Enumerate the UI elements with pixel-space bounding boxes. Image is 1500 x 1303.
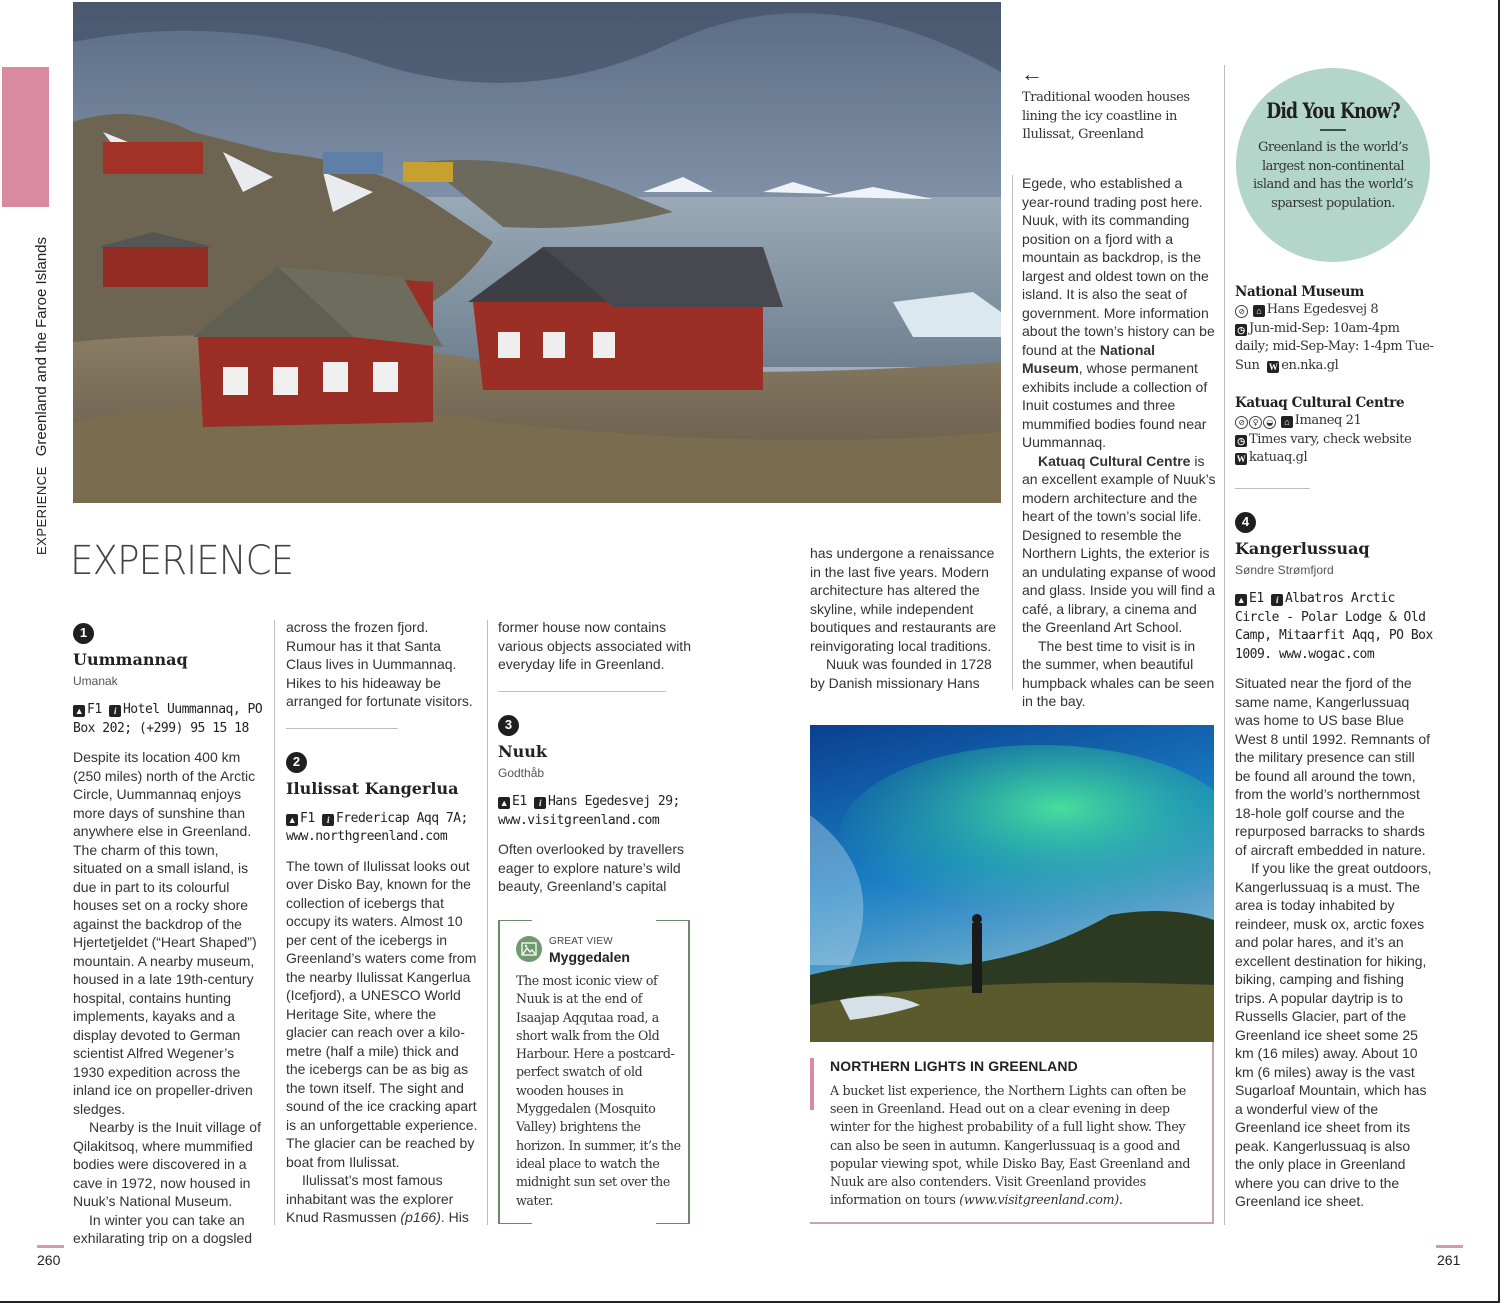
great-view-text: The most iconic view of Nuuk is at the end of Isaajap Aqqutaa road, a short walk from the Old Harbour. Here a postcard-perfect swatch of old wooden houses in Myggedalen (Mosquito Valley) brightens the horizon. In summer, it’s the ideal place to watch the midnight sun set over the water. bbox=[516, 973, 681, 1208]
address-icon: ⌂ bbox=[1253, 305, 1265, 317]
restaurant-icon: ◒ bbox=[1263, 416, 1276, 429]
listing-address: Hans Egedesvej 8 bbox=[1266, 302, 1379, 317]
listing-title: Katuaq Cultural Centre bbox=[1235, 395, 1405, 411]
ticket-icon: ⊘ bbox=[1235, 305, 1248, 318]
entry-paragraph: If you like the great outdoors, Kangerlussuaq is a must. The area is today inhabited by reindeer, musk ox, arctic foxes and polar hares, and it’s an excellent destination for hiking, biking, camping and fishing trips. A popular daytrip is to Russells Glacier, part of the Greenland ice sheet some 25 km (16 miles) away. About 10 km (6 miles) away is the vast Sugarloaf Mountain, which has a wonderful view of the Greenland ice sheet from its peak. Kangerlussuaq is also the only place in Greenland where you can drive to the Greenland ice sheet. bbox=[1235, 860, 1432, 1209]
map-reference-icon: ▲ bbox=[74, 706, 84, 716]
page-number-left: 260 bbox=[37, 1252, 61, 1268]
did-you-know-text: Greenland is the world’s largest non-continental island and has the world’s sparsest population. bbox=[1253, 140, 1413, 211]
entry-subtitle: Umanak bbox=[73, 673, 118, 688]
listing-national-museum bbox=[1235, 284, 1435, 375]
entry-ilulissat-kangerlua bbox=[286, 752, 479, 1227]
page-title: EXPERIENCE bbox=[70, 538, 294, 584]
entry-number-badge: 1 bbox=[73, 623, 94, 644]
ticket-icon: ⊘ bbox=[1235, 416, 1248, 429]
sidebar-text bbox=[830, 1082, 1208, 1209]
entry-paragraph: Nearby is the Inuit village of Qilakitsoq, where mummified bodies were discovered in a cave in 1972, now housed in Nuuk’s National Museum. bbox=[73, 1119, 261, 1209]
did-you-know-circle bbox=[1236, 68, 1430, 262]
entry-practical-info bbox=[1235, 590, 1433, 664]
info-icon: i bbox=[322, 814, 334, 826]
entry-number-badge: 4 bbox=[1235, 512, 1256, 533]
great-view-kicker: GREAT VIEW bbox=[549, 936, 613, 947]
sidebar-paragraph-end: . bbox=[1118, 1192, 1123, 1208]
map-reference: E1 bbox=[1249, 591, 1264, 606]
info-icon: i bbox=[109, 705, 121, 717]
coastline-houses-image bbox=[73, 2, 1001, 503]
section-running-head bbox=[33, 237, 50, 555]
info-text: Hans Egedesvej 29; www.visitgreenland.com bbox=[498, 794, 680, 828]
info-text: Albatros Arctic Circle - Polar Lodge & Old Camp, Mitaarfit Aqq, PO Box 1009. www.wogac.com bbox=[1235, 591, 1433, 662]
column-divider bbox=[1224, 65, 1225, 1225]
entry-number-badge: 2 bbox=[286, 752, 307, 773]
sidebar-accent-bar bbox=[810, 1058, 814, 1110]
section-color-tab bbox=[2, 67, 49, 207]
listing-hours: Jun-mid-Sep: 10am-4pm daily; mid-Sep-May: 1-4pm Tue-Sun bbox=[1235, 320, 1434, 373]
entry-nuuk-column bbox=[498, 618, 693, 674]
entry-paragraph: Situated near the fjord of the same name, Kangerlussuaq was home to US base Blue West 8 until 1992. Remnants of the military presence can still be found all around the town, from the world’s northernmost 18-hole golf course and the repurposed barracks to shards of aircraft embedded in nature. bbox=[1235, 675, 1431, 858]
northern-lights-sidebar bbox=[810, 1042, 1214, 1224]
clock-icon: ◷ bbox=[1235, 435, 1247, 447]
entry-paragraph-continued: former house now contains various objects associated with everyday life in Greenland. bbox=[498, 619, 691, 672]
cafe-icon: ♀ bbox=[1249, 416, 1262, 429]
entry-number-badge: 3 bbox=[498, 715, 519, 736]
sidebar-link[interactable]: (www.visitgreenland.com) bbox=[959, 1192, 1119, 1208]
column-divider bbox=[274, 620, 275, 1225]
map-reference: F1 bbox=[87, 702, 102, 717]
main-photo-ilulissat bbox=[73, 2, 1001, 503]
sidebar-title: NORTHERN LIGHTS IN GREENLAND bbox=[830, 1058, 1078, 1074]
running-head-section: Greenland and the Faroe Islands bbox=[33, 236, 50, 457]
listing-hours-line bbox=[1235, 320, 1435, 376]
sidebar-paragraph: A bucket list experience, the Northern Lights can often be seen in Greenland. Head out on a clear evening in deep winter for the highest probability of a full light show. They can also be seen in autumn. Kangerlussuaq is a good and popular viewing spot, while Disko Bay, East Greenland and Nuuk are also contenders. Visit Greenland provides information on tours bbox=[830, 1083, 1191, 1208]
entry-title: Ilulissat Kangerlua bbox=[286, 779, 459, 798]
caption-arrow-icon: ← bbox=[1021, 61, 1043, 86]
entry-title: Kangerlussuaq bbox=[1235, 539, 1370, 558]
entry-paragraph: Nuuk was founded in 1728 by Danish missionary Hans bbox=[810, 656, 992, 691]
page-cross-reference[interactable]: (p166) bbox=[400, 1209, 441, 1225]
entry-paragraph: has undergone a renaissance in the last five years. Modern architecture has altered the skyline, while independent boutiques and restaurants are reinvigorating local traditions. bbox=[810, 545, 997, 654]
info-icon: i bbox=[1271, 594, 1283, 606]
photo-caption: Traditional wooden houses lining the icy coastline in Ilulissat, Greenland bbox=[1022, 90, 1190, 142]
map-reference-icon: ▲ bbox=[1236, 595, 1246, 605]
great-view-title: Myggedalen bbox=[549, 949, 630, 965]
info-text: Hotel Uummannaq, PO Box 202; (+299) 95 15 18 bbox=[73, 702, 263, 736]
northern-lights-photo bbox=[810, 725, 1214, 1042]
entry-paragraph bbox=[286, 1171, 479, 1227]
running-head-kicker: EXPERIENCE bbox=[34, 466, 49, 555]
paragraph-text: is an excellent example of Nuuk’s modern architecture and the heart of the town’s social life. Designed to resemble the Northern Lights, the exterior is an undulating expanse of wood and glass. Inside you will find a café, a library, a cinema and the Greenland Art School. bbox=[1022, 452, 1216, 635]
nuuk-continued bbox=[810, 544, 1005, 692]
did-you-know-title: Did You Know? bbox=[1266, 98, 1400, 123]
listing-web-line bbox=[1235, 449, 1435, 468]
entry-paragraph bbox=[1022, 174, 1217, 452]
entry-separator bbox=[498, 691, 666, 692]
entry-uummannaq bbox=[73, 623, 265, 1248]
great-view-box bbox=[498, 920, 690, 1225]
entry-title: Nuuk bbox=[498, 742, 547, 761]
nuuk-continued-2 bbox=[1022, 174, 1217, 711]
did-you-know-divider bbox=[1320, 129, 1346, 131]
entry-subtitle: Godthåb bbox=[498, 765, 545, 780]
paragraph-text: Ilulissat’s most famous inhabitant was the explorer Knud Rasmussen bbox=[286, 1172, 454, 1225]
listing-separator bbox=[1235, 488, 1310, 489]
map-reference: E1 bbox=[512, 794, 527, 809]
entry-practical-info bbox=[498, 793, 693, 830]
entry-paragraph bbox=[1022, 452, 1217, 637]
entry-paragraph: Often overlooked by travellers eager to explore nature’s wild beauty, Greenland’s capital bbox=[498, 841, 684, 894]
listing-title: National Museum bbox=[1235, 284, 1364, 300]
entry-kangerlussuaq bbox=[1235, 512, 1433, 1211]
mountain-view-icon bbox=[516, 936, 542, 962]
paragraph-text: . His bbox=[440, 1209, 469, 1225]
info-text: Fredericap Aqq 7A; www.northgreenland.com bbox=[286, 810, 468, 844]
column-divider bbox=[487, 620, 488, 1225]
column-divider bbox=[1012, 175, 1013, 690]
paragraph-text: Egede, who established a year-round trading post here. Nuuk, with its commanding position on a fjord with a mountain as backdrop, is the largest and oldest town on the island. It is also the seat of government. More information about the town’s history can be found at the bbox=[1022, 175, 1215, 358]
listing-website[interactable]: katuaq.gl bbox=[1249, 450, 1308, 465]
map-reference: F1 bbox=[300, 810, 315, 826]
map-reference-icon: ▲ bbox=[499, 798, 509, 808]
address-icon: ⌂ bbox=[1281, 416, 1293, 428]
listing-address-line bbox=[1235, 412, 1435, 431]
page-number-accent-right bbox=[1436, 1245, 1463, 1248]
highlight-katuaq: Katuaq Cultural Centre bbox=[1038, 452, 1191, 469]
listing-hours-line bbox=[1235, 431, 1435, 450]
entry-ilulissat-column bbox=[286, 618, 479, 711]
page-number-accent-left bbox=[37, 1245, 64, 1248]
website-icon: W bbox=[1236, 454, 1246, 464]
entry-paragraph: The town of Ilulissat looks out over Disko Bay, known for the collection of icebergs that occupy its waters. Almost 10 per cent of the icebergs in Greenland’s waters come from the nearby Ilulissat Kangerlua (Icefjord), a UNESCO World Heritage Site, where the glacier can reach over a kilo-metre (half a mile) thick and the icebergs can be as big as the town itself. The sight and sound of the ice cracking apart is an unforgettable experience. The glacier can be reached by boat from Ilulissat. bbox=[286, 857, 478, 1170]
listing-hours: Times vary, check website bbox=[1249, 431, 1412, 447]
entry-paragraph-continued: across the frozen fjord. Rumour has it that Santa Claus lives in Uummannaq. Hikes to his hideaway be arranged for fortunate visitors. bbox=[286, 619, 473, 709]
highlight-national-museum: National Museum bbox=[1022, 341, 1156, 376]
listing-katuaq bbox=[1235, 395, 1435, 468]
entry-paragraph: The best time to visit is in the summer, when beautiful humpback whales can be seen in the bay. bbox=[1022, 637, 1215, 709]
clock-icon: ◷ bbox=[1235, 324, 1247, 336]
entry-paragraph: In winter you can take an exhilarating trip on a dogsled bbox=[73, 1211, 253, 1246]
listing-website[interactable]: en.nka.gl bbox=[1281, 357, 1339, 373]
listing-address: Imaneq 21 bbox=[1294, 413, 1362, 428]
listing-address-line bbox=[1235, 301, 1435, 320]
entry-nuuk bbox=[498, 715, 693, 896]
entry-paragraph: Despite its location 400 km (250 miles) north of the Arctic Circle, Uummannaq enjoys more days of sunshine than anywhere else in Greenland. The charm of this town, situated on a small island, is due in part to its colourful houses set on a rocky shore against the backdrop of the Hjertetjeldet (“Heart Shaped”) mountain. A nearby museum, housed in a late 19th-century hospital, contains hunting implements, kayaks and a display devoted to German scientist Alfred Wegener’s 1930 expedition across the inland ice on propeller-driven sledges. bbox=[73, 749, 257, 1117]
page-number-right: 261 bbox=[1437, 1252, 1461, 1268]
entry-subtitle: Søndre Strømfjord bbox=[1235, 562, 1334, 577]
map-reference-icon: ▲ bbox=[287, 814, 297, 825]
entry-practical-info bbox=[286, 810, 479, 847]
entry-separator bbox=[286, 728, 398, 729]
paragraph-text: , whose permanent exhibits include a collection of Inuit costumes and three mummified bodies found near Uummannaq. bbox=[1022, 360, 1208, 450]
website-icon: W bbox=[1268, 361, 1278, 372]
aurora-image bbox=[810, 725, 1214, 1042]
entry-practical-info bbox=[73, 701, 265, 738]
entry-title: Uummannaq bbox=[73, 650, 188, 669]
info-icon: i bbox=[534, 797, 546, 809]
